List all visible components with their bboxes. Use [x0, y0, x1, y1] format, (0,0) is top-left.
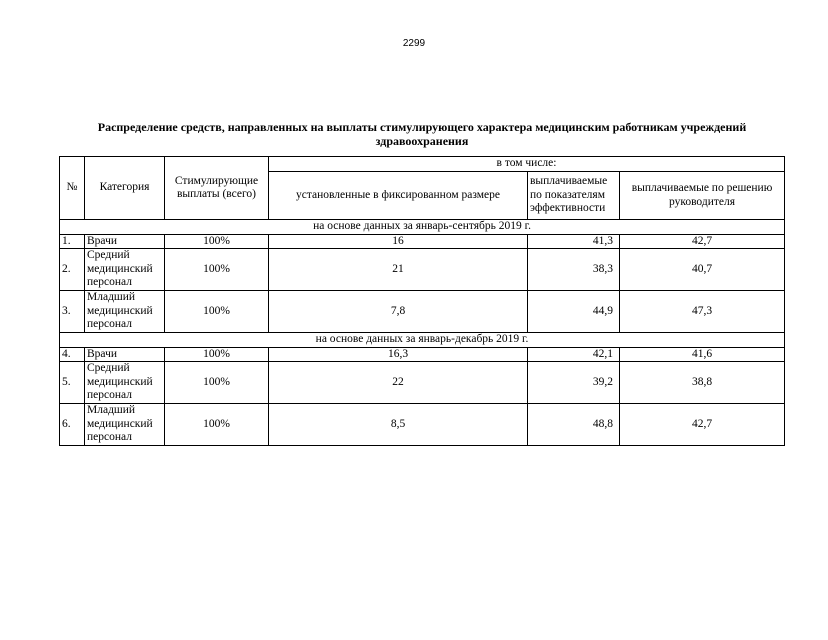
row-performance: 39,2 — [528, 362, 620, 404]
header-manager: выплачиваемые по решению руководителя — [620, 172, 785, 220]
section-row — [60, 333, 785, 348]
row-performance: 38,3 — [528, 249, 620, 291]
section-row — [60, 220, 785, 235]
table-row — [60, 362, 785, 404]
page-number: 2299 — [402, 38, 426, 49]
table-row — [60, 347, 785, 362]
row-fixed: 22 — [269, 362, 528, 404]
row-category: Младший медицинский персонал — [85, 291, 165, 333]
row-num: 1. — [60, 234, 85, 249]
row-num: 5. — [60, 362, 85, 404]
row-manager: 41,6 — [620, 347, 785, 362]
header-row-1 — [60, 157, 785, 172]
header-stimulating: Стимулирующие выплаты (всего) — [165, 157, 269, 220]
row-total: 100% — [165, 362, 269, 404]
document-title: Распределение средств, направленных на выплаты стимулирующего характера медицинским работникам учреждений здравоохранения — [97, 120, 747, 148]
row-category: Врачи — [85, 234, 165, 249]
row-category: Врачи — [85, 347, 165, 362]
row-performance: 41,3 — [528, 234, 620, 249]
header-including: в том числе: — [269, 157, 785, 172]
row-performance: 48,8 — [528, 404, 620, 446]
header-performance: выплачиваемые по показателям эффективности — [528, 172, 620, 220]
distribution-table — [59, 156, 785, 446]
row-total: 100% — [165, 249, 269, 291]
row-fixed: 16,3 — [269, 347, 528, 362]
row-category: Средний медицинский персонал — [85, 249, 165, 291]
row-num: 2. — [60, 249, 85, 291]
row-num: 6. — [60, 404, 85, 446]
row-total: 100% — [165, 291, 269, 333]
row-manager: 47,3 — [620, 291, 785, 333]
section-label: на основе данных за январь-декабрь 2019 г. — [60, 333, 785, 348]
table-row — [60, 291, 785, 333]
row-performance: 42,1 — [528, 347, 620, 362]
row-manager: 38,8 — [620, 362, 785, 404]
row-category: Младший медицинский персонал — [85, 404, 165, 446]
row-num: 4. — [60, 347, 85, 362]
header-num: № — [60, 157, 85, 220]
row-num: 3. — [60, 291, 85, 333]
section-label: на основе данных за январь-сентябрь 2019 г. — [60, 220, 785, 235]
table-row — [60, 404, 785, 446]
row-manager: 42,7 — [620, 234, 785, 249]
header-fixed: установленные в фиксированном размере — [269, 172, 528, 220]
row-performance: 44,9 — [528, 291, 620, 333]
header-category: Категория — [85, 157, 165, 220]
table-row — [60, 249, 785, 291]
row-fixed: 21 — [269, 249, 528, 291]
row-total: 100% — [165, 234, 269, 249]
row-category: Средний медицинский персонал — [85, 362, 165, 404]
row-fixed: 16 — [269, 234, 528, 249]
row-fixed: 7,8 — [269, 291, 528, 333]
row-manager: 42,7 — [620, 404, 785, 446]
row-total: 100% — [165, 404, 269, 446]
table-row — [60, 234, 785, 249]
row-fixed: 8,5 — [269, 404, 528, 446]
row-total: 100% — [165, 347, 269, 362]
row-manager: 40,7 — [620, 249, 785, 291]
